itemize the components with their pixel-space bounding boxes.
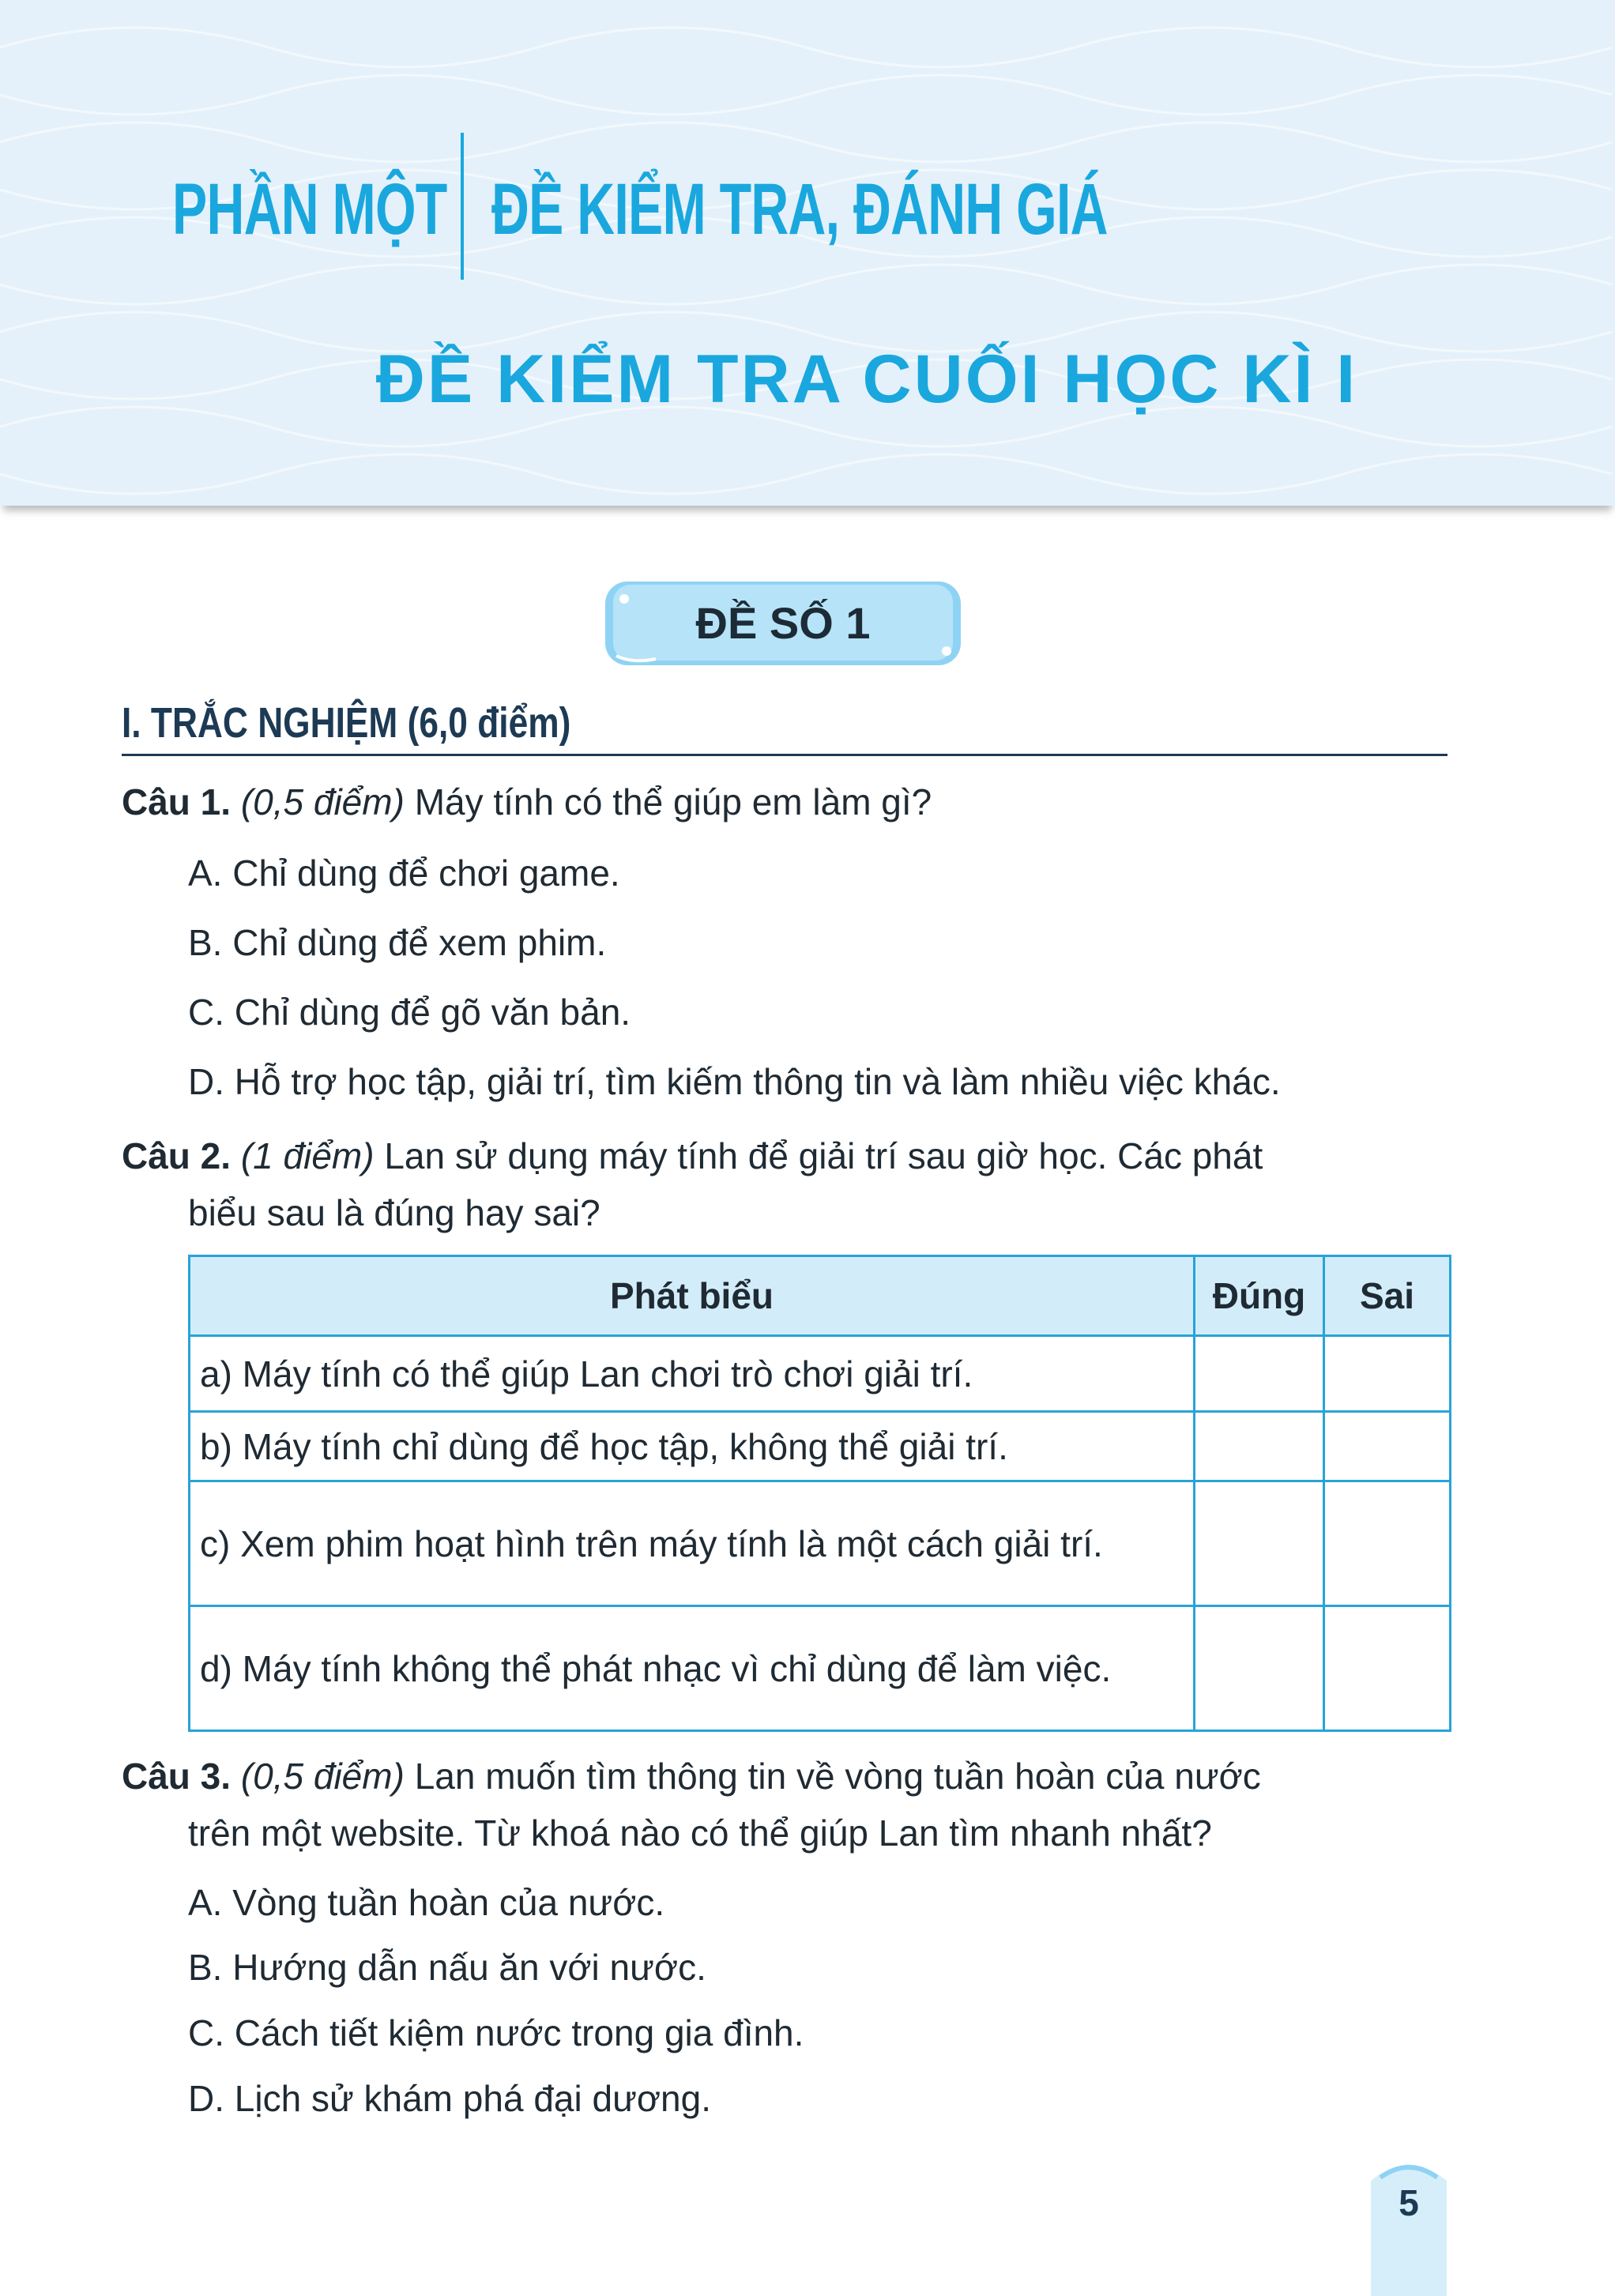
true-answer-cell[interactable]: [1195, 1336, 1324, 1412]
answer-option: A. Vòng tuần hoàn của nước.: [188, 1882, 665, 1923]
true-answer-cell[interactable]: [1195, 1481, 1324, 1606]
question-points: (0,5 điểm): [240, 781, 405, 822]
table-row: [190, 1606, 1451, 1731]
badge-label: ĐỀ SỐ 1: [695, 598, 871, 648]
answer-option: C. Cách tiết kiệm nước trong gia đình.: [188, 2012, 804, 2053]
answer-option: D. Lịch sử khám phá đại dương.: [188, 2078, 711, 2119]
exam-number-badge: [600, 577, 966, 670]
page-number-tab: [1371, 2157, 1447, 2296]
true-answer-cell[interactable]: [1195, 1606, 1324, 1731]
answer-option: D. Hỗ trợ học tập, giải trí, tìm kiếm thông tin và làm nhiều việc khác.: [188, 1061, 1281, 1102]
question-text: Lan muốn tìm thông tin về vòng tuần hoàn của nước: [414, 1756, 1261, 1797]
page-number: 5: [1399, 2182, 1419, 2223]
answer-option: C. Chỉ dùng để gõ văn bản.: [188, 992, 631, 1033]
table-row: [190, 1481, 1451, 1606]
table-header-row: [190, 1256, 1451, 1336]
answer-option: B. Hướng dẫn nấu ăn với nước.: [188, 1947, 706, 1988]
false-answer-cell[interactable]: [1324, 1481, 1451, 1606]
section-heading: I. TRẮC NGHIỆM (6,0 điểm): [122, 699, 571, 747]
question-text-continued: biểu sau là đúng hay sai?: [188, 1192, 600, 1233]
question-text: Máy tính có thể giúp em làm gì?: [414, 781, 932, 822]
column-header-false: Sai: [1324, 1256, 1451, 1336]
question-points: (1 điểm): [240, 1135, 375, 1176]
question-text: Lan sử dụng máy tính để giải trí sau giờ học. Các phát: [384, 1135, 1263, 1176]
true-false-table: [188, 1255, 1451, 1732]
part-label: PHẦN MỘT: [172, 169, 447, 250]
header-banner: [0, 0, 1615, 506]
exam-title-text: ĐỀ KIỂM TRA CUỐI HỌC KÌ I: [375, 341, 1358, 417]
header-divider: [461, 133, 464, 280]
answer-option: B. Chỉ dùng để xem phim.: [188, 922, 607, 963]
question-number: Câu 1.: [122, 781, 232, 822]
statement-cell: b) Máy tính chỉ dùng để học tập, không thể giải trí.: [190, 1412, 1195, 1481]
false-answer-cell[interactable]: [1324, 1336, 1451, 1412]
question-1: [122, 778, 932, 826]
table-row: [190, 1336, 1451, 1412]
question-number: Câu 3.: [122, 1756, 232, 1797]
statement-cell: a) Máy tính có thể giúp Lan chơi trò chơi giải trí.: [190, 1336, 1195, 1412]
question-text-continued: trên một website. Từ khoá nào có thể giúp Lan tìm nhanh nhất?: [188, 1812, 1212, 1854]
page-tab-shape: [1371, 2157, 1447, 2296]
statement-cell: c) Xem phim hoạt hình trên máy tính là một cách giải trí.: [190, 1481, 1195, 1606]
question-2: [122, 1132, 1263, 1180]
question-number: Câu 2.: [122, 1135, 232, 1176]
exam-title: [0, 336, 1615, 423]
question-points: (0,5 điểm): [240, 1756, 405, 1797]
part-title: ĐỀ KIỂM TRA, ĐÁNH GIÁ: [491, 169, 1108, 250]
false-answer-cell[interactable]: [1324, 1606, 1451, 1731]
answer-option: A. Chỉ dùng để chơi game.: [188, 853, 620, 894]
question-3: [122, 1752, 1261, 1800]
statement-cell: d) Máy tính không thể phát nhạc vì chỉ dùng để làm việc.: [190, 1606, 1195, 1731]
column-header-true: Đúng: [1195, 1256, 1324, 1336]
true-answer-cell[interactable]: [1195, 1412, 1324, 1481]
table-row: [190, 1412, 1451, 1481]
false-answer-cell[interactable]: [1324, 1412, 1451, 1481]
column-header-statement: Phát biểu: [190, 1256, 1195, 1336]
section-underline: [122, 754, 1447, 756]
